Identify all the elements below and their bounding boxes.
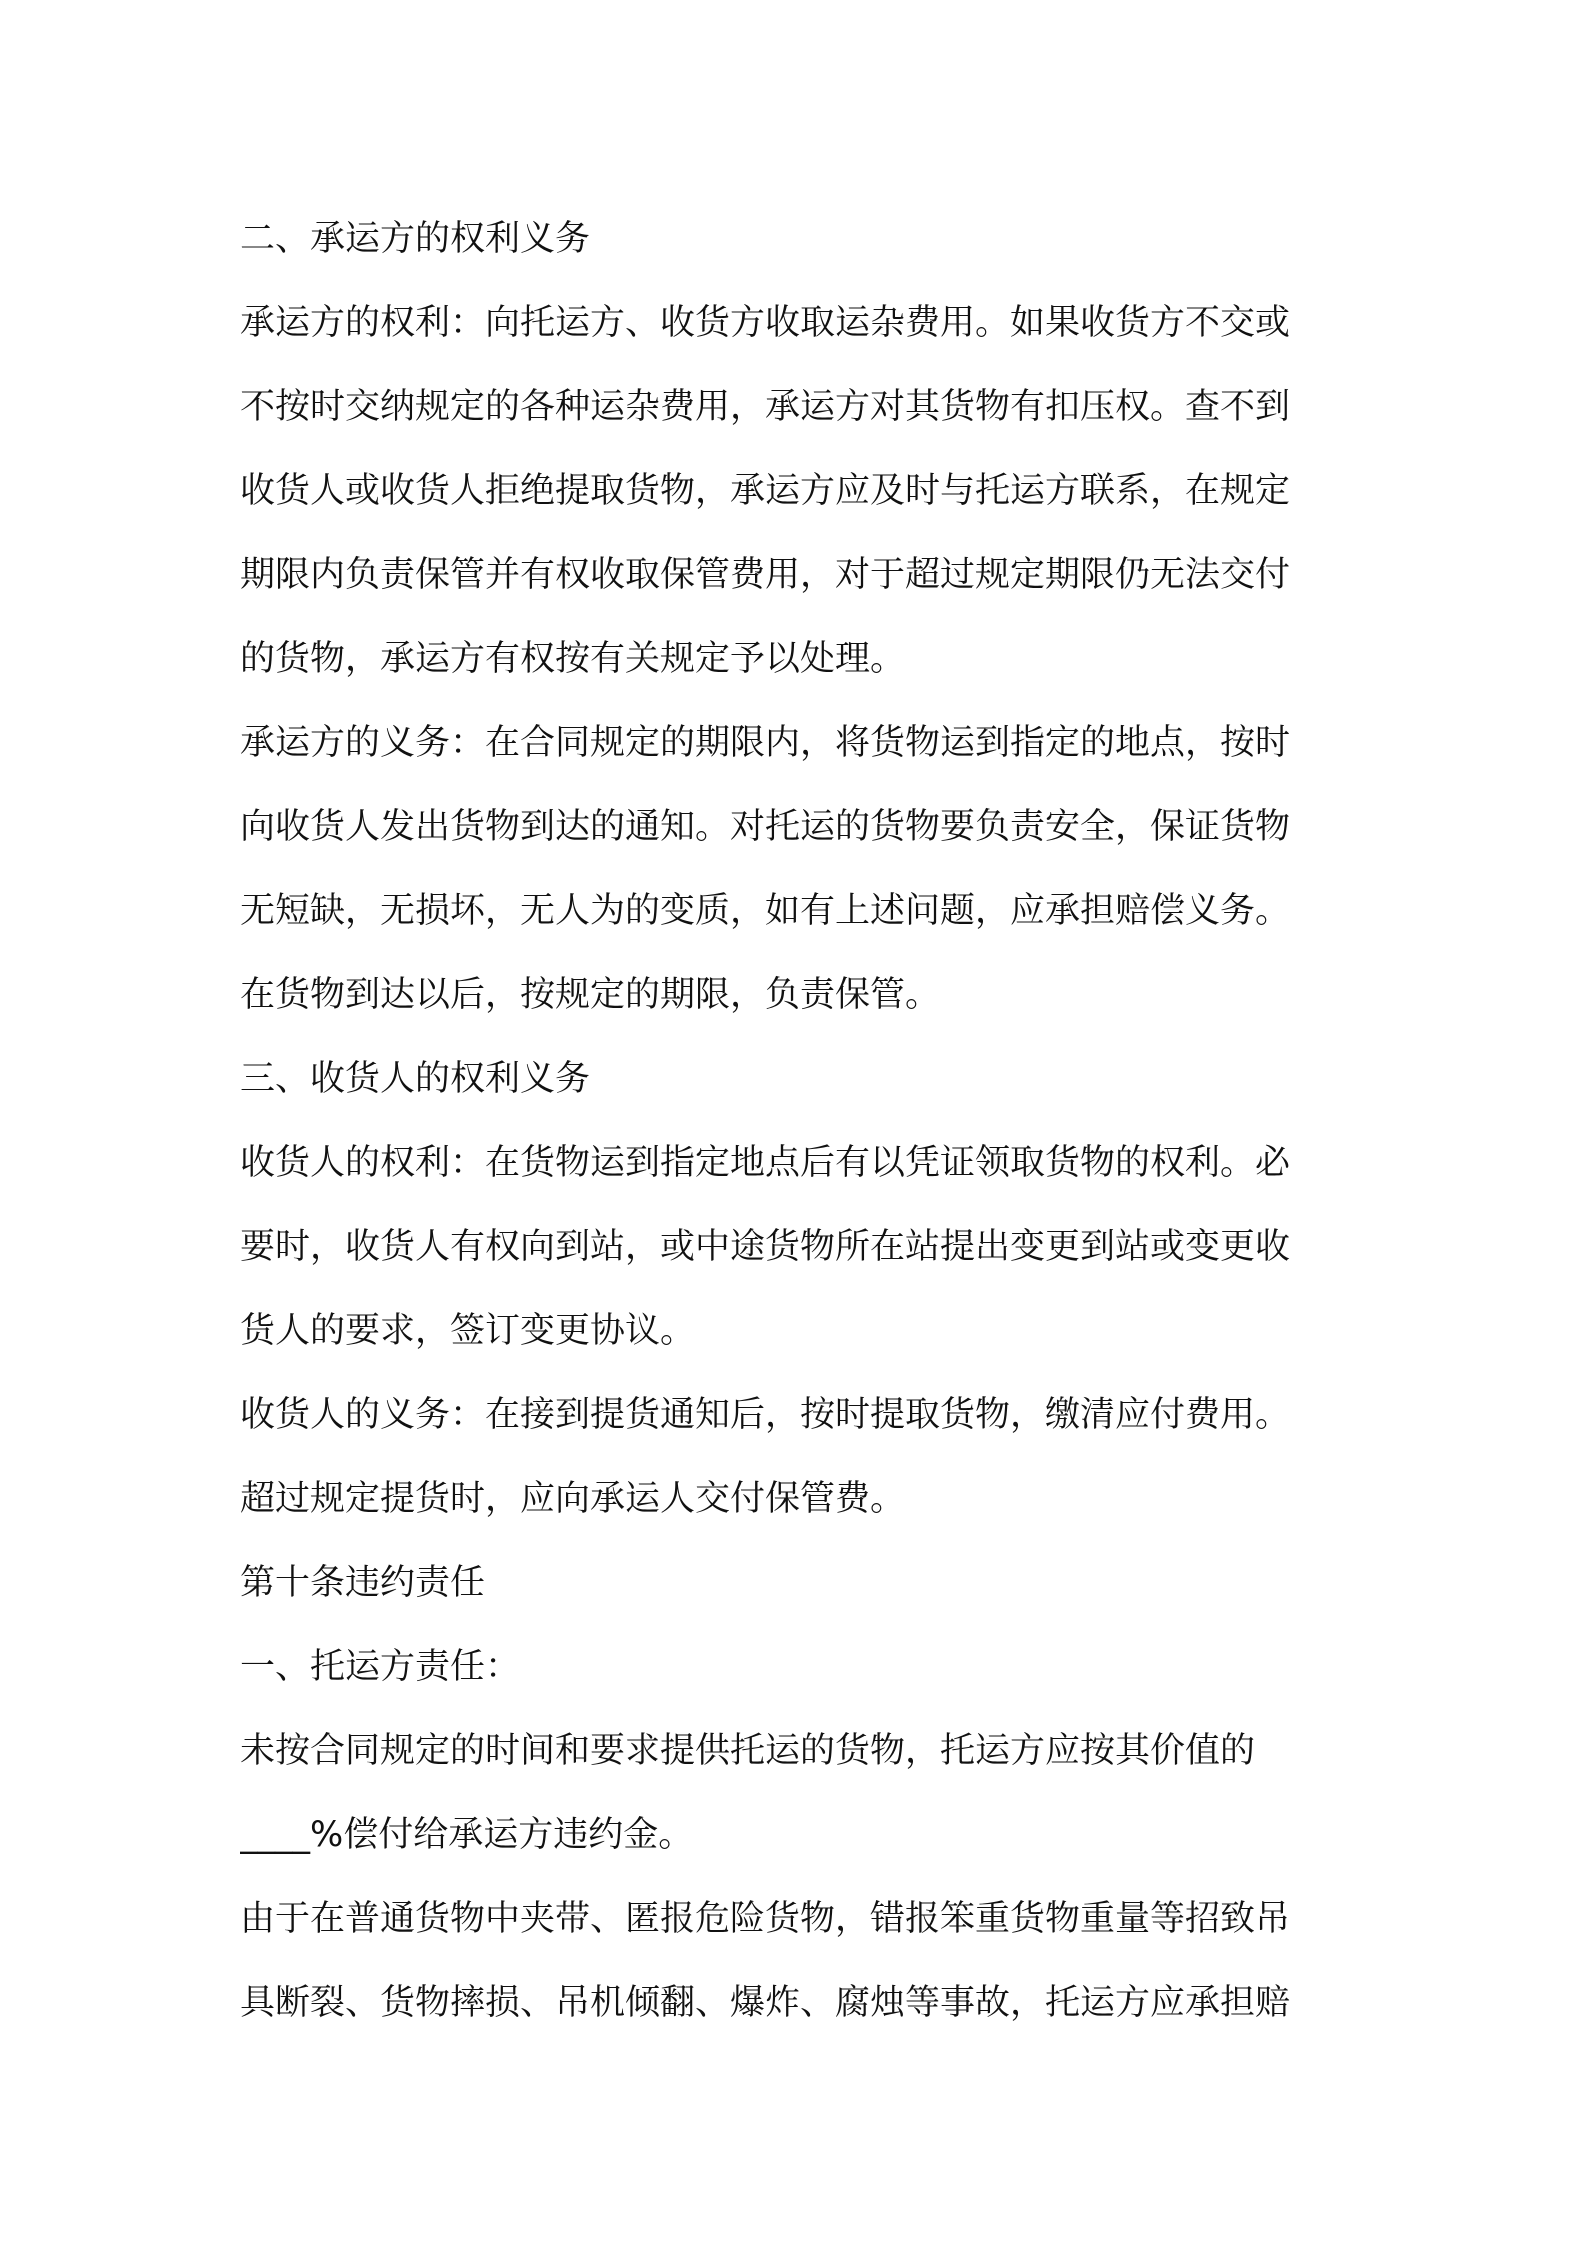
paragraph-line-blank-percentage: ____%偿付给承运方违约金。 (240, 1815, 694, 1855)
paragraph-line: 收货人的义务：在接到提货通知后，按时提取货物，缴清应付费用。 (240, 1395, 1291, 1435)
section-heading-consignee-rights-obligations: 三、收货人的权利义务 (240, 1059, 591, 1099)
section-heading-shipper-liability: 一、托运方责任： (240, 1647, 521, 1687)
paragraph-line: 货人的要求，签订变更协议。 (240, 1311, 696, 1351)
paragraph-line: 由于在普通货物中夹带、匿报危险货物，错报笨重货物重量等招致吊 (240, 1899, 1291, 1939)
paragraph-line: 承运方的权利：向托运方、收货方收取运杂费用。如果收货方不交或 (240, 303, 1291, 343)
paragraph-line: 期限内负责保管并有权收取保管费用，对于超过规定期限仍无法交付 (240, 555, 1291, 595)
paragraph-line: 向收货人发出货物到达的通知。对托运的货物要负责安全，保证货物 (240, 807, 1291, 847)
paragraph-line: 不按时交纳规定的各种运杂费用，承运方对其货物有扣压权。查不到 (240, 387, 1291, 427)
paragraph-line: 未按合同规定的时间和要求提供托运的货物，托运方应按其价值的 (240, 1731, 1256, 1771)
paragraph-line: 具断裂、货物摔损、吊机倾翻、爆炸、腐烛等事故，托运方应承担赔 (240, 1983, 1291, 2023)
section-heading-carrier-rights-obligations: 二、承运方的权利义务 (240, 219, 591, 259)
paragraph-line: 超过规定提货时，应向承运人交付保管费。 (240, 1479, 906, 1519)
paragraph-line: 承运方的义务：在合同规定的期限内，将货物运到指定的地点，按时 (240, 723, 1291, 763)
paragraph-line: 要时，收货人有权向到站，或中途货物所在站提出变更到站或变更收 (240, 1227, 1291, 1267)
article-heading-liability: 第十条违约责任 (240, 1563, 486, 1603)
paragraph-line: 的货物，承运方有权按有关规定予以处理。 (240, 639, 906, 679)
paragraph-line: 收货人或收货人拒绝提取货物，承运方应及时与托运方联系，在规定 (240, 471, 1291, 511)
paragraph-line: 收货人的权利：在货物运到指定地点后有以凭证领取货物的权利。必 (240, 1143, 1291, 1183)
document-body (240, 197, 1360, 2045)
paragraph-line: 在货物到达以后，按规定的期限，负责保管。 (240, 975, 941, 1015)
paragraph-line: 无短缺，无损坏，无人为的变质，如有上述问题，应承担赔偿义务。 (240, 891, 1291, 931)
